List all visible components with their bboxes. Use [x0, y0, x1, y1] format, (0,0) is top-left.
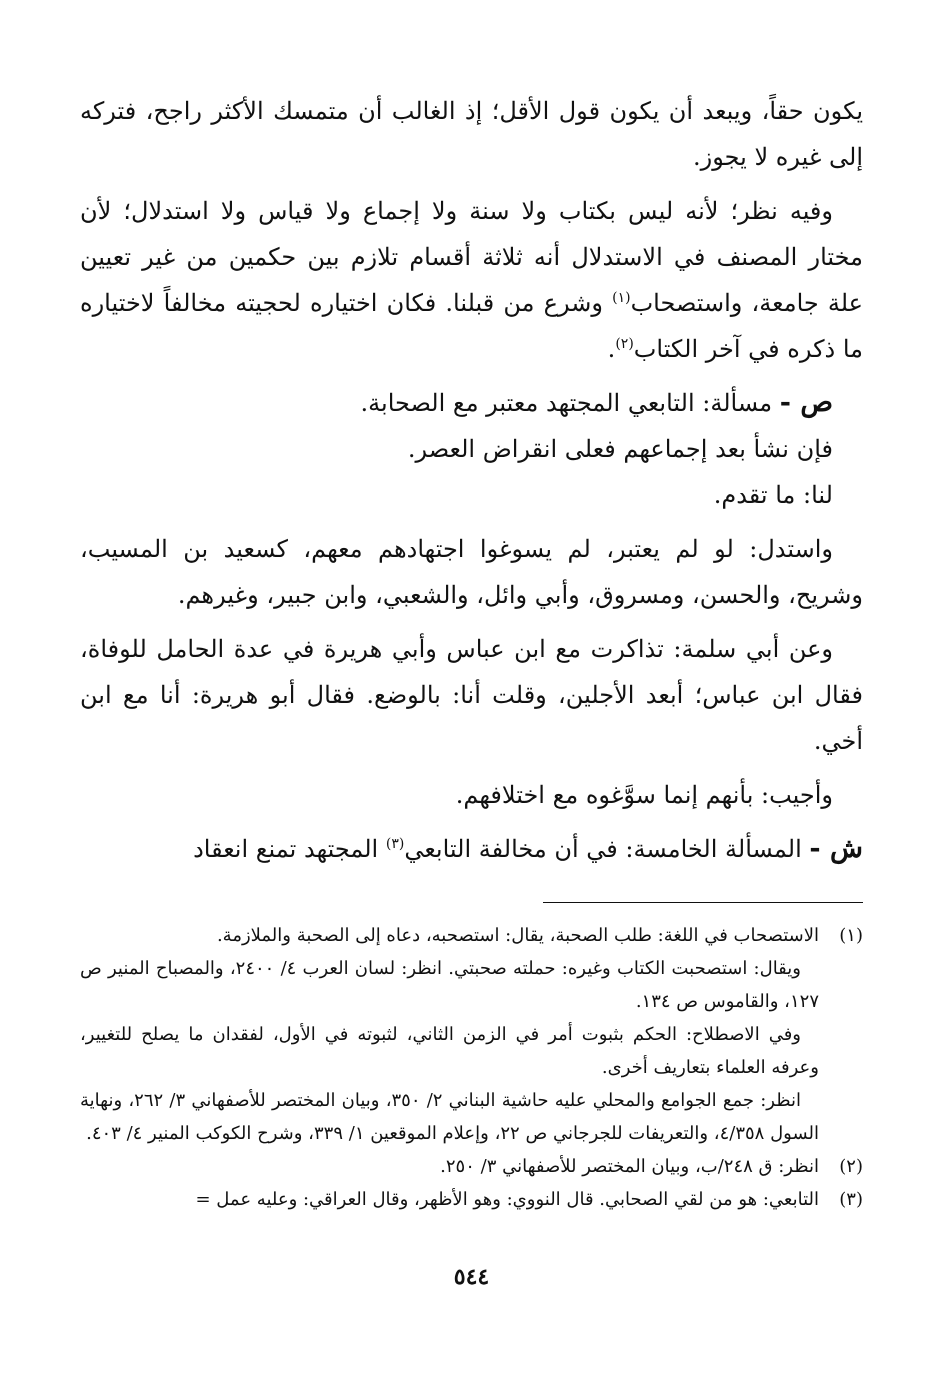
footnote-ref-1: (١)	[612, 290, 631, 306]
footnote-2	[80, 1150, 863, 1183]
footnote-3-number: (٣)	[839, 1189, 863, 1210]
footnote-1-line-2: ويقال: استصحبت الكتاب وغيره: حملته صحبتي. انظر: لسان العرب ٤/ ٢٤٠٠، والمصباح المنير ص ١٢٧، والقاموس ص ١٣٤.	[80, 958, 819, 1012]
footnote-ref-3: (٣)	[385, 836, 405, 852]
footnote-2-text: انظر: ق ٢٤٨/ب، وبيان المختصر للأصفهاني ٣/ ٢٥٠.	[440, 1156, 819, 1177]
paragraph-2-part-b: وشرع من قبلنا. فكان اختياره لحجيته مخالفاً لاختياره ما ذكره في آخر الكتاب	[80, 289, 863, 363]
paragraph-2-part-a: وفيه نظر؛ لأنه ليس بكتاب ولا سنة ولا إجماع ولا قياس ولا استدلال؛ لأن مختار المصنف في الاستدلال أنه ثلاثة أقسام تلازم بين حكمين من غير تعيين علة جامعة، واستصحاب	[80, 197, 864, 317]
footnote-3-text: التابعي: هو من لقي الصحابي. قال النووي: وهو الأظهر، وقال العراقي: وعليه عمل =	[195, 1189, 819, 1210]
paragraph-1: يكون حقاً، ويبعد أن يكون قول الأقل؛ إذ الغالب أن متمسك الأكثر راجح، فتركه إلى غيره لا يجوز.	[80, 97, 863, 171]
footnote-1-line-3: وفي الاصطلاح: الحكم بثبوت أمر في الزمن الثاني، لثبوته في الأول، لفقدان ما يصلح للتغيير، وعرفه العلماء بتعاريف أخرى.	[80, 1024, 819, 1078]
footnotes	[80, 919, 863, 1216]
quote-line-3: لنا: ما تقدم.	[713, 481, 833, 509]
shin-marker: ش -	[809, 833, 863, 864]
paragraph-2	[80, 188, 863, 372]
footnote-1-number: (١)	[839, 925, 863, 946]
quote-line-1-text: مسألة: التابعي المجتهد معتبر مع الصحابة.	[360, 389, 780, 417]
paragraph-5: وأجيب: بأنهم إنما سوَّغوه مع اختلافهم.	[455, 781, 833, 809]
paragraph-6-part-b: المجتهد تمنع انعقاد	[193, 835, 386, 863]
footnote-1-line-4: انظر: جمع الجوامع والمحلي عليه حاشية البناني ٢/ ٣٥٠، وبيان المختصر للأصفهاني ٣/ ٢٦٢، ونهاية السول ٤/٣٥٨، والتعريفات للجرجاني ص ٢٢، وإعلام الموقعين ١/ ٣٣٩، وشرح الكوكب المنير ٤/ ٤٠٣.	[80, 1090, 819, 1144]
footnote-3	[80, 1183, 863, 1216]
quote-line-2: فإن نشأ بعد إجماعهم فعلى انقراض العصر.	[407, 435, 833, 463]
paragraph-2-part-c: .	[607, 335, 616, 363]
footnote-1-line-1: الاستصحاب في اللغة: طلب الصحبة، يقال: استصحبه، دعاه إلى الصحبة والملازمة.	[216, 925, 819, 946]
paragraph-6	[80, 826, 863, 872]
footnote-2-number: (٢)	[839, 1156, 863, 1177]
quote-line-1	[80, 380, 863, 426]
footnote-1	[80, 919, 863, 1150]
footnote-ref-2: (٢)	[615, 336, 634, 352]
main-text	[80, 88, 863, 872]
page-number: ٥٤٤	[453, 1264, 490, 1290]
paragraph-3: واستدل: لو لم يعتبر، لم يسوغوا اجتهادهم معهم، كسعيد بن المسيب، وشريح، والحسن، ومسروق، وأبي وائل، والشعبي، وابن جبير، وغيرهم.	[80, 535, 863, 609]
footnote-separator	[543, 902, 863, 903]
sad-marker: ص -	[779, 387, 833, 418]
paragraph-6-part-a: المسألة الخامسة: في أن مخالفة التابعي	[404, 835, 810, 863]
paragraph-4: وعن أبي سلمة: تذاكرت مع ابن عباس وأبي هريرة في عدة الحامل للوفاة، فقال ابن عباس؛ أبعد الأجلين، وقلت أنا: بالوضع. فقال أبو هريرة: أنا مع ابن أخي.	[80, 635, 863, 755]
